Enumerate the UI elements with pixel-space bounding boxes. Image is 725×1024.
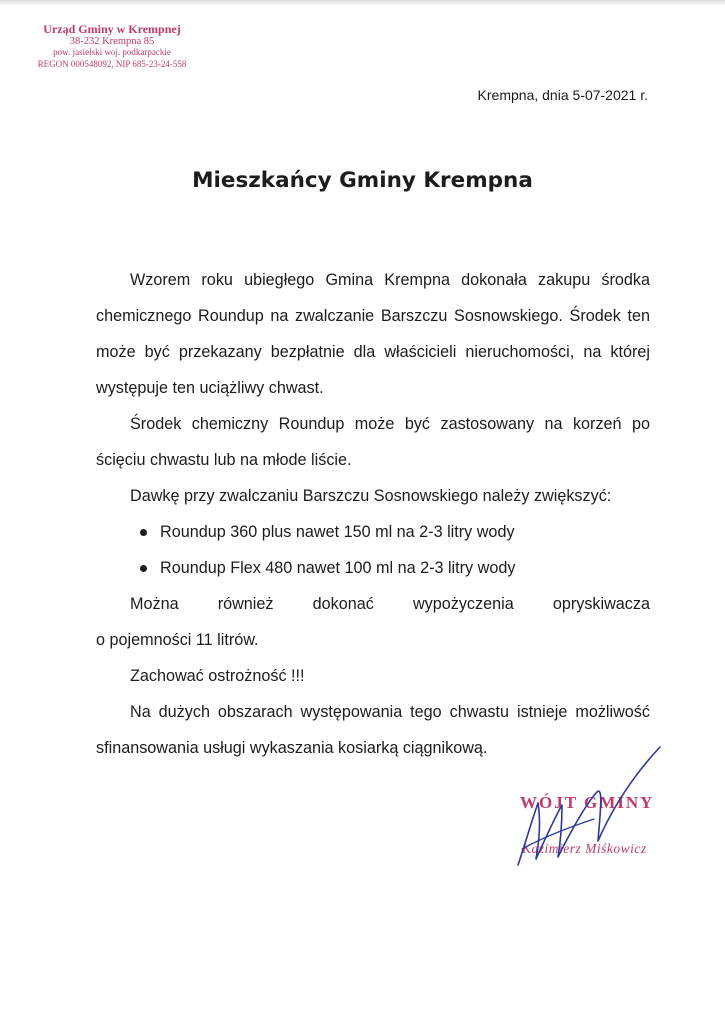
page-title: Mieszkańcy Gminy Krempna (192, 168, 533, 193)
list-item (96, 550, 650, 586)
signature-block (500, 745, 680, 875)
stamp-registry-numbers: REGON 000548092, NIP 685-23-24-558 (37, 58, 187, 69)
paragraph-sprayer-line2: o pojemności 11 litrów. (96, 631, 259, 649)
paragraph-sprayer-line1: Można również dokonać wypożyczenia opryskiwacza (130, 595, 650, 613)
bullet-icon (140, 529, 147, 536)
list-item-text: Roundup Flex 480 nawet 100 ml na 2-3 litry wody (160, 559, 516, 577)
office-stamp (28, 24, 196, 70)
dosage-list (96, 514, 650, 586)
list-item (96, 514, 650, 550)
paragraph-application: Środek chemiczny Roundup może być zastosowany na korzeń po ścięciu chwastu lub na młode liście. (96, 415, 650, 469)
paragraph-dosage: Dawkę przy zwalczaniu Barszczu Sosnowskiego należy zwiększyć: (130, 487, 612, 505)
stamp-address: 38-232 Krempna 85 (69, 35, 155, 47)
letter-body (96, 262, 650, 766)
list-item-text: Roundup 360 plus nawet 150 ml na 2-3 litry wody (160, 523, 515, 541)
scan-edge (0, 0, 725, 6)
letter-date: Krempna, dnia 5-07-2021 r. (477, 87, 648, 103)
signature-name-stamp: Kazimierz Miśkowicz (522, 841, 647, 856)
paragraph-purchase: Wzorem roku ubiegłego Gmina Krempna dokonała zakupu środka chemicznego Roundup na zwalczanie Barszczu Sosnowskiego. Środek ten może być przekazany bezpłatnie dla właścicieli nieruchomości, na której występuje ten uciążliwy chwast. (96, 271, 650, 397)
paragraph-mowing: Na dużych obszarach występowania tego chwastu istnieje możliwość sfinansowania usługi wykaszania kosiarką ciągnikową. (96, 703, 650, 757)
signature-title: WÓJT GMINY (520, 793, 655, 812)
bullet-icon (140, 565, 147, 572)
handwritten-signature-icon (500, 745, 680, 875)
stamp-office-name: Urząd Gminy w Krempnej (43, 22, 181, 36)
paragraph-caution: Zachować ostrożność !!! (130, 667, 305, 685)
stamp-district: pow. jasielski woj. podkarpackie (53, 47, 171, 57)
